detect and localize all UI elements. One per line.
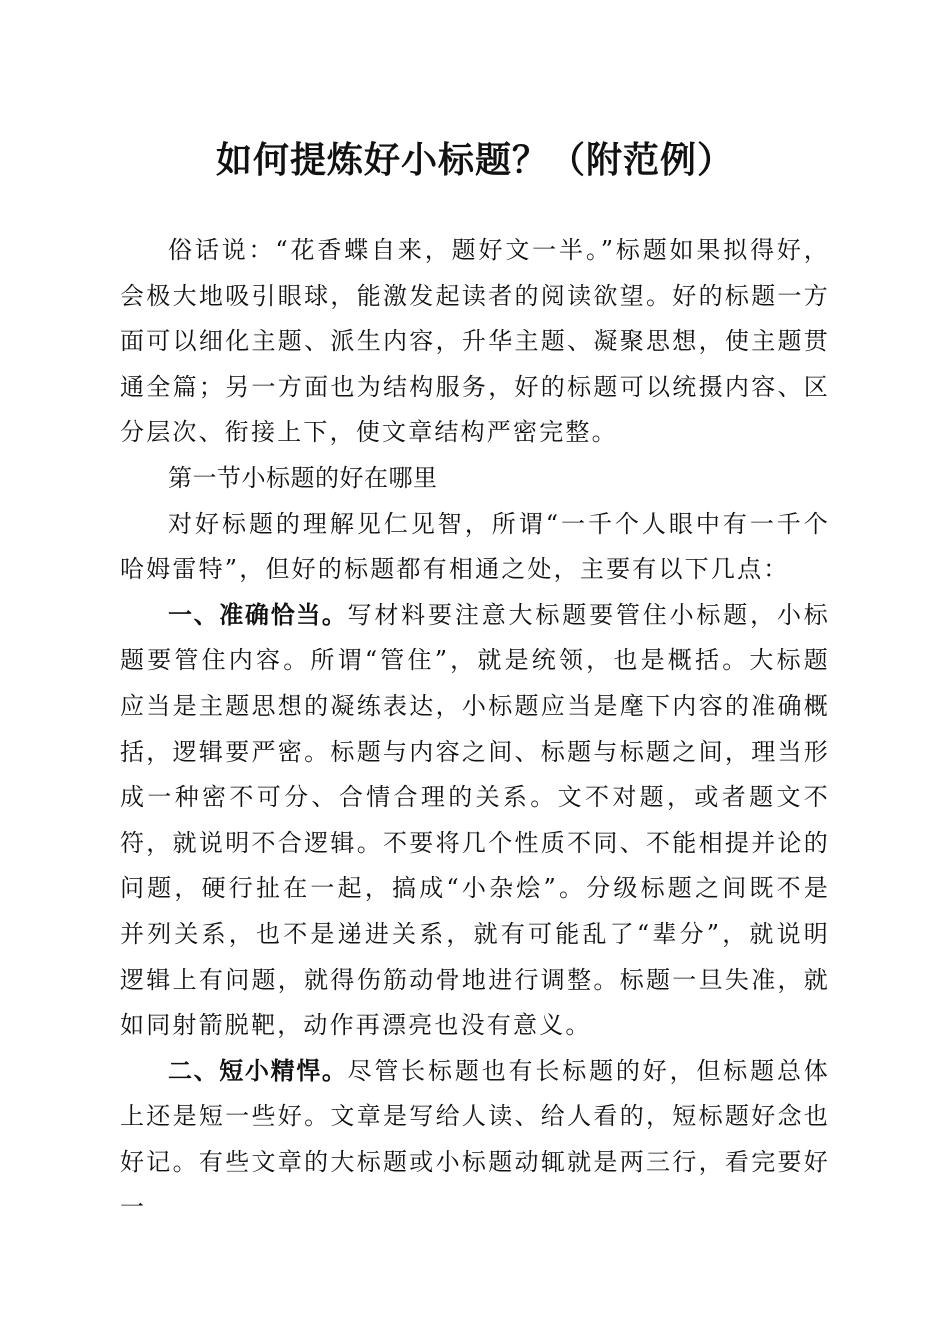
- point-text-2: 尽管长标题也有长标题的好，但标题总体上还是短一些好。文章是写给人读、给人看的，短标题好念也好记。有些文章的大标题或小标题动辄就是两三行，看完要好一: [120, 1056, 831, 1222]
- document-title: 如何提炼好小标题？（附范例）: [215, 139, 734, 181]
- section-intro-paragraph: 对好标题的理解见仁见智，所谓“一千个人眼中有一千个哈姆雷特”，但好的标题都有相通之处，主要有以下几点：: [120, 509, 830, 584]
- point-lead-2: 二、短小精悍。: [168, 1056, 348, 1085]
- point-paragraph-2: [120, 1049, 830, 1231]
- section-heading: 第一节小标题的好在哪里: [168, 463, 438, 492]
- intro-paragraph: 俗话说：“花香蝶自来，题好文一半。”标题如果拟得好，会极大地吸引眼球，能激发起读者的阅读欲望。好的标题一方面可以细化主题、派生内容，升华主题、凝聚思想，使主题贯通全篇；另一方面也为结构服务，好的标题可以统摄内容、区分层次、衔接上下，使文章结构严密完整。: [120, 236, 830, 447]
- point-paragraph-1: [120, 593, 830, 1049]
- document-body: [120, 228, 830, 1231]
- point-lead-1: 一、准确恰当。: [168, 600, 348, 629]
- point-text-1: 写材料要注意大标题要管住小标题，小标题要管住内容。所谓“管住”，就是统领，也是概括。大标题应当是主题思想的凝练表达，小标题应当是麾下内容的准确概括，逻辑要严密。标题与内容之间、标题与标题之间，理当形成一种密不可分、合情合理的关系。文不对题，或者题文不符，就说明不合逻辑。不要将几个性质不同、不能相提并论的问题，硬行扯在一起，搞成“小杂烩”。分级标题之间既不是并列关系，也不是递进关系，就有可能乱了“辈分”，就说明逻辑上有问题，就得伤筋动骨地进行调整。标题一旦失准，就如同射箭脱靶，动作再漂亮也没有意义。: [120, 600, 831, 1040]
